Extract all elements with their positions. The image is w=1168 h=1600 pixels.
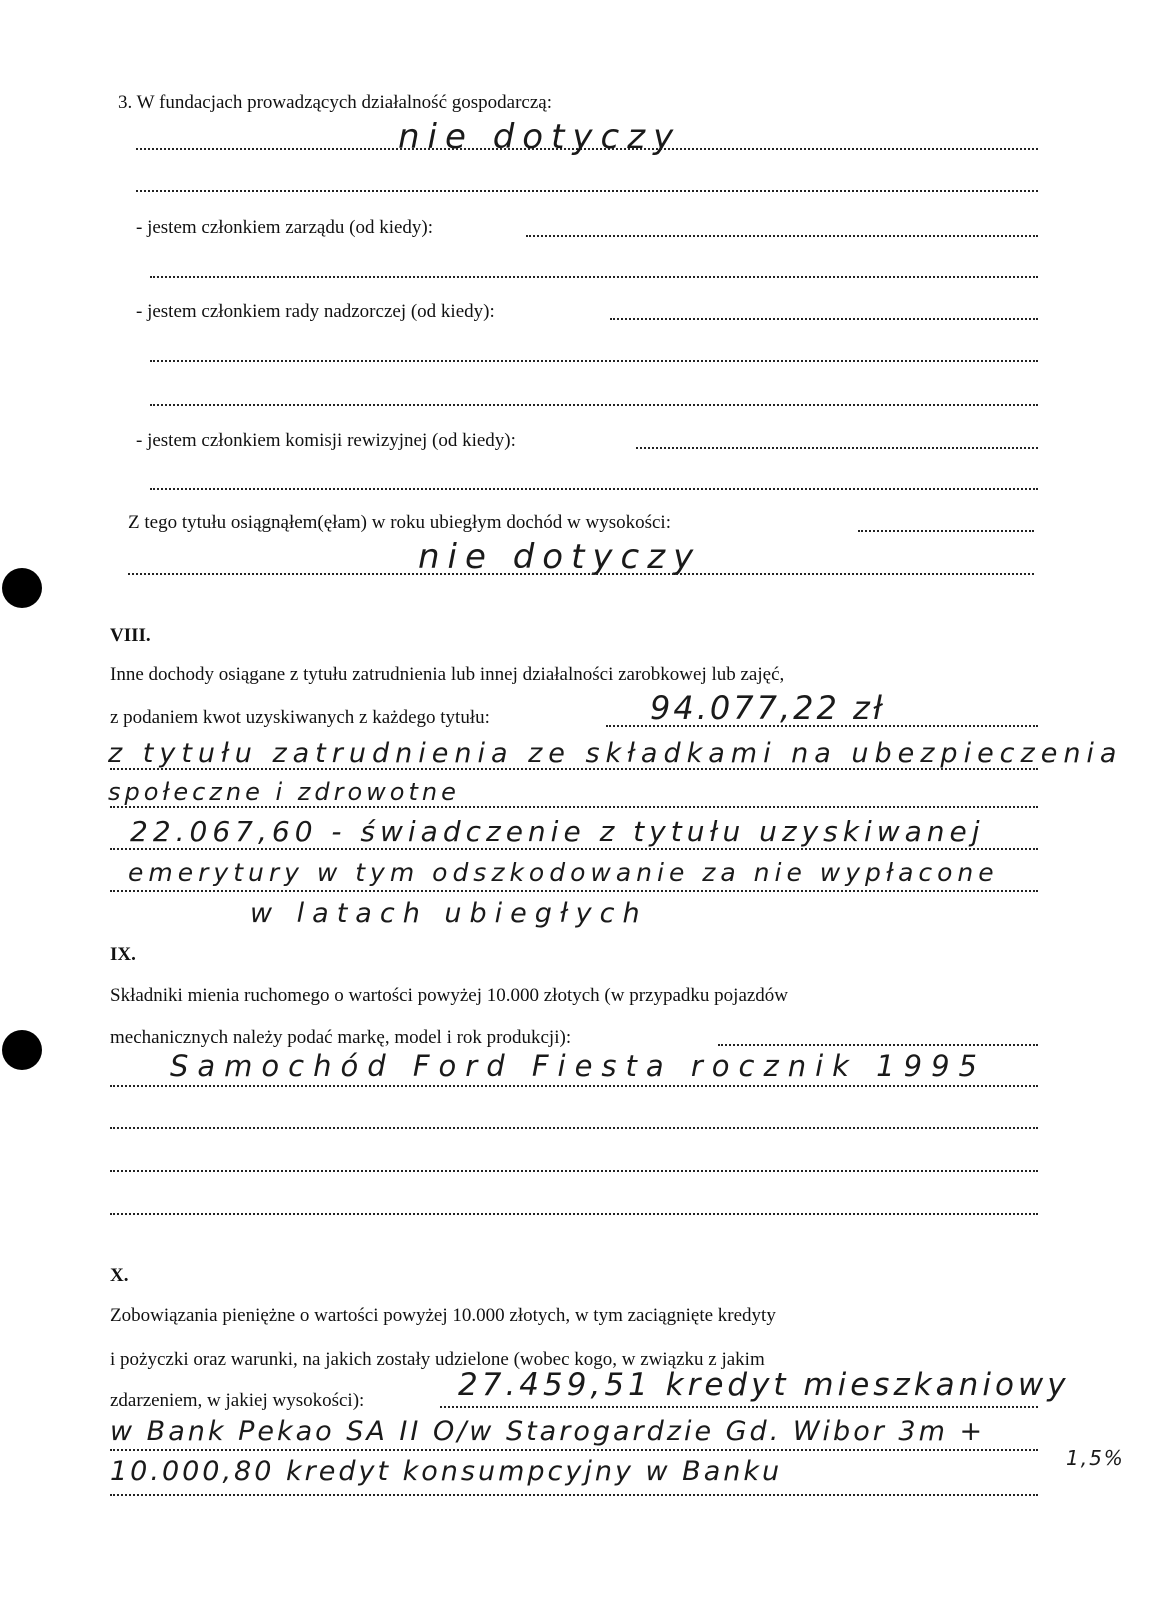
supervisory-member-label: - jestem członkiem rady nadzorczej (od kiedy): [136, 301, 495, 322]
handwritten-line: w Bank Pekao SA II O/w Starogardzie Gd. Wibor 3m + [110, 1416, 986, 1447]
answer-line [110, 806, 1038, 808]
answer-line [136, 190, 1038, 192]
handwritten-line: w latach ubiegłych [250, 898, 648, 929]
handwritten-line: emerytury w tym odszkodowanie za nie wypłacone [128, 858, 999, 887]
answer-line [150, 276, 1038, 278]
section9-text-line1: Składniki mienia ruchomego o wartości powyżej 10.000 złotych (w przypadku pojazdów [110, 985, 789, 1006]
answer-line [110, 848, 1038, 850]
answer-line [110, 1170, 1038, 1172]
answer-line [128, 573, 1034, 575]
answer-line [718, 1044, 1038, 1046]
handwritten-line: 10.000,80 kredyt konsumpcyjny w Banku [110, 1456, 783, 1487]
section8-text-line1: Inne dochody osiągane z tytułu zatrudnienia lub innej działalności zarobkowej lub zajęć, [110, 664, 785, 685]
answer-line [150, 360, 1038, 362]
handwritten-line: społeczne i zdrowotne [108, 778, 460, 806]
handwritten-line: Samochód Ford Fiesta rocznik 1995 [170, 1049, 986, 1083]
answer-line [110, 768, 1038, 770]
section10-text-line2: i pożyczki oraz warunki, na jakich zostały udzielone (wobec kogo, w związku z jakim [110, 1349, 765, 1370]
answer-line [636, 447, 1038, 449]
audit-member-label: - jestem członkiem komisji rewizyjnej (od kiedy): [136, 430, 516, 451]
answer-line [110, 1449, 1038, 1451]
section9-numeral: IX. [110, 944, 136, 965]
answer-line [110, 1127, 1038, 1129]
answer-line [110, 890, 1038, 892]
answer-line [858, 530, 1034, 532]
answer-line [440, 1406, 1038, 1408]
answer-line [110, 1085, 1038, 1087]
section10-text-line3: zdarzeniem, w jakiej wysokości): [110, 1390, 365, 1411]
section10-text-line1: Zobowiązania pieniężne o wartości powyżej 10.000 złotych, w tym zaciągnięte kredyty [110, 1305, 776, 1326]
section8-numeral: VIII. [110, 625, 151, 646]
handwritten-answer: nie dotyczy [418, 537, 702, 577]
punch-hole-icon [2, 568, 42, 608]
board-member-label: - jestem członkiem zarządu (od kiedy): [136, 217, 434, 238]
answer-line [526, 235, 1038, 237]
handwritten-amount: 94.077,22 zł [650, 689, 886, 727]
section8-text-line2: z podaniem kwot uzyskiwanych z każdego tytułu: [110, 707, 490, 728]
handwritten-amount: 27.459,51 kredyt mieszkaniowy [458, 1367, 1070, 1403]
answer-line [110, 1213, 1038, 1215]
handwritten-note: 1,5% [1066, 1446, 1125, 1470]
section9-text-line2: mechanicznych należy podać markę, model i rok produkcji): [110, 1027, 572, 1048]
handwritten-answer: nie dotyczy [398, 117, 682, 157]
handwritten-line: z tytułu zatrudnienia ze składkami na ubezpieczenia [108, 738, 1123, 769]
section3-heading: 3. W fundacjach prowadzących działalność gospodarczą: [118, 92, 552, 113]
answer-line [150, 488, 1038, 490]
section10-numeral: X. [110, 1265, 129, 1286]
punch-hole-icon [2, 1030, 42, 1070]
answer-line [110, 1494, 1038, 1496]
answer-line [150, 404, 1038, 406]
handwritten-line: 22.067,60 - świadczenie z tytułu uzyskiwanej [130, 815, 985, 848]
answer-line [610, 318, 1038, 320]
income-label: Z tego tytułu osiągnąłem(ęłam) w roku ubiegłym dochód w wysokości: [128, 512, 671, 533]
